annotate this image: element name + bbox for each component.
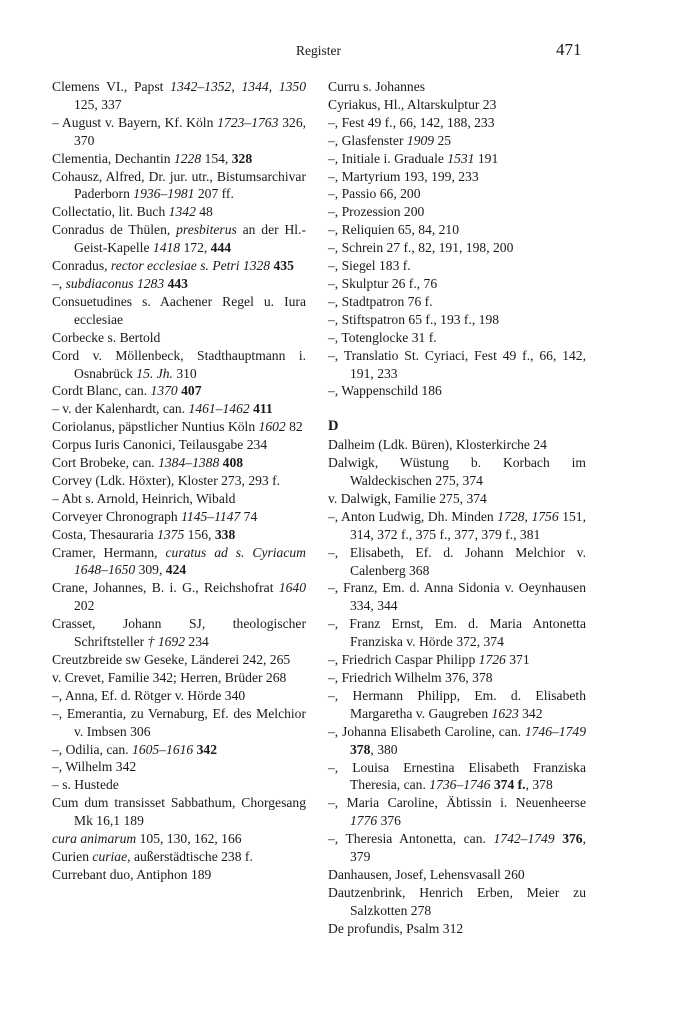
index-entry: Cordt Blanc, can. 1370 407 [52, 383, 202, 399]
index-entry: v. Dalwigk, Familie 275, 374 [328, 490, 487, 506]
index-entry: –, Fest 49 f., 66, 142, 188, 233 [328, 114, 495, 130]
index-entry: –, Franz, Em. d. Anna Sidonia v. Oeynhausen 334, 344 [328, 580, 586, 614]
index-entry: –, Hermann Philipp, Em. d. Elisabeth Margaretha v. Gaugreben 1623 342 [328, 687, 586, 721]
index-entry: Coriolanus, päpstlicher Nuntius Köln 1602 82 [52, 419, 303, 435]
index-entry: Consuetudines s. Aachener Regel u. Iura ecclesiae [52, 293, 306, 327]
index-entry: –, Passio 66, 200 [328, 186, 421, 202]
page-number: 471 [556, 40, 582, 59]
index-entry: –, Martyrium 193, 199, 233 [328, 168, 479, 184]
index-entry: Danhausen, Josef, Lehensvasall 260 [328, 866, 525, 882]
index-section-letter: D [328, 418, 339, 435]
index-column-right [328, 78, 586, 938]
index-entry: –, Friedrich Wilhelm 376, 378 [328, 670, 493, 685]
index-entry: Dalheim (Ldk. Büren), Klosterkirche 24 [328, 437, 547, 453]
page-header [0, 40, 700, 64]
index-entry: Corveyer Chronograph 1145–1147 74 [52, 508, 258, 524]
index-entry: Conradus de Thülen, presbiterus an der Hl.-Geist-Kapelle 1418 172, 444 [52, 222, 306, 256]
index-entry: –, Anton Ludwig, Dh. Minden 1728, 1756 151, 314, 372 f., 375 f., 377, 379 f., 381 [328, 508, 587, 542]
index-entry: Corvey (Ldk. Höxter), Kloster 273, 293 f. [52, 472, 281, 488]
index-entry: Cort Brobeke, can. 1384–1388 408 [52, 455, 244, 471]
index-column-left [52, 78, 306, 884]
index-entry: Conradus, rector ecclesiae s. Petri 1328 435 [52, 258, 294, 274]
index-entry: –, Stiftspatron 65 f., 193 f., 198 [328, 311, 500, 327]
index-entry: Cyriakus, Hl., Altarskulptur 23 [328, 96, 497, 112]
index-entry: Corbecke s. Bertold [52, 329, 161, 345]
index-entry: –, Elisabeth, Ef. d. Johann Melchior v. Calenberg 368 [328, 544, 586, 578]
index-entry: – v. der Kalenhardt, can. 1461–1462 411 [52, 401, 273, 417]
index-entry: –, Emerantia, zu Vernaburg, Ef. des Melchior v. Imbsen 306 [52, 705, 306, 739]
index-entry: Creutzbreide sw Geseke, Länderei 242, 265 [52, 652, 291, 667]
index-entry: –, Odilia, can. 1605–1616 342 [52, 741, 217, 757]
index-entry: –, Siegel 183 f. [328, 258, 411, 274]
index-entry: De profundis, Psalm 312 [328, 920, 464, 936]
index-entry: –, Johanna Elisabeth Caroline, can. 1746–1749 378, 380 [328, 723, 586, 757]
index-entry: Cohausz, Alfred, Dr. jur. utr., Bistumsarchivar Paderborn 1936–1981 207 ff. [52, 168, 306, 202]
index-entry: Cum dum transisset Sabbathum, Chorgesang Mk 16,1 189 [52, 795, 306, 829]
index-entry: –, Reliquien 65, 84, 210 [328, 222, 460, 238]
index-entry: –, Wappenschild 186 [328, 383, 442, 399]
index-entry: Corpus Iuris Canonici, Teilausgabe 234 [52, 437, 268, 453]
index-entry: –, Wilhelm 342 [52, 759, 137, 775]
index-entry: –, Glasfenster 1909 25 [328, 132, 452, 148]
index-entry: –, Maria Caroline, Äbtissin i. Neuenheerse 1776 376 [328, 795, 586, 829]
index-entry: –, Franz Ernst, Em. d. Maria Antonetta Franziska v. Hörde 372, 374 [328, 616, 586, 650]
index-entry: Clemens VI., Papst 1342–1352, 1344, 1350 125, 337 [52, 79, 307, 112]
index-entry: Costa, Thesauraria 1375 156, 338 [52, 526, 236, 542]
index-entry: –, Schrein 27 f., 82, 191, 198, 200 [328, 240, 514, 256]
index-entry: –, Louisa Ernestina Elisabeth Franziska Theresia, can. 1736–1746 374 f., 378 [328, 759, 586, 793]
index-entry: v. Crevet, Familie 342; Herren, Brüder 268 [52, 669, 287, 685]
index-entry: Crane, Johannes, B. i. G., Reichshofrat 1640 202 [52, 580, 306, 614]
index-entry: Curien curiae, außerstädtische 238 f. [52, 848, 253, 864]
index-entry: Collectatio, lit. Buch 1342 48 [52, 204, 213, 220]
index-entry: Clementia, Dechantin 1228 154, 328 [52, 150, 253, 166]
index-entry: – Abt s. Arnold, Heinrich, Wibald [52, 490, 236, 506]
index-entry: –, subdiaconus 1283 443 [52, 275, 188, 291]
index-entry: cura animarum 105, 130, 162, 166 [52, 831, 242, 847]
index-entry: –, Stadtpatron 76 f. [328, 293, 433, 309]
index-entry: Curru s. Johannes [328, 79, 426, 94]
index-entry: Dautzenbrink, Henrich Erben, Meier zu Salzkotten 278 [328, 884, 586, 918]
running-title: Register [296, 43, 341, 58]
index-entry: –, Theresia Antonetta, can. 1742–1749 376, 379 [328, 831, 586, 865]
index-entry: – s. Hustede [52, 777, 119, 793]
index-entry: –, Prozession 200 [328, 204, 425, 220]
index-entry: –, Totenglocke 31 f. [328, 329, 437, 345]
index-entry: –, Skulptur 26 f., 76 [328, 275, 438, 291]
index-entry: Crasset, Johann SJ, theologischer Schriftsteller † 1692 234 [52, 616, 306, 650]
index-entry: Cord v. Möllenbeck, Stadthauptmann i. Osnabrück 15. Jh. 310 [52, 347, 306, 381]
index-entry: – August v. Bayern, Kf. Köln 1723–1763 326, 370 [52, 114, 307, 148]
index-entry: –, Friedrich Caspar Philipp 1726 371 [328, 652, 530, 668]
index-entry: Currebant duo, Antiphon 189 [52, 866, 212, 882]
index-entry: –, Translatio St. Cyriaci, Fest 49 f., 66, 142, 191, 233 [328, 347, 586, 381]
index-entry: –, Anna, Ef. d. Rötger v. Hörde 340 [52, 687, 246, 703]
index-entry: Dalwigk, Wüstung b. Korbach im Waldeckischen 275, 374 [328, 455, 586, 489]
index-entry: Cramer, Hermann, curatus ad s. Cyriacum 1648–1650 309, 424 [52, 544, 306, 578]
index-entry: –, Initiale i. Graduale 1531 191 [328, 150, 499, 166]
